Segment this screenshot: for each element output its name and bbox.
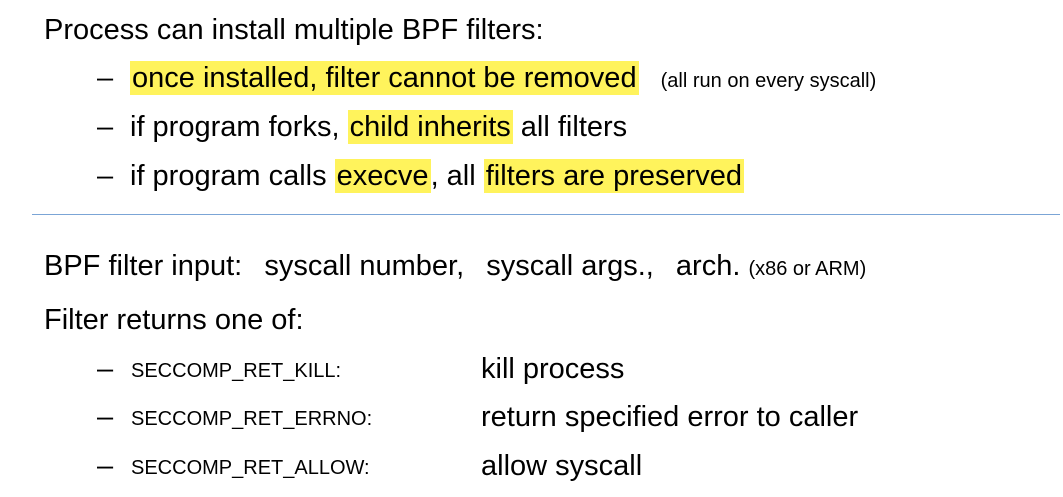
section-divider (32, 214, 1060, 215)
bullet-text: if program forks, (130, 111, 348, 143)
dash-bullet: – (97, 111, 114, 143)
desc-ret-errno: return specified error to caller (481, 401, 859, 433)
bullet-text: , all (430, 160, 484, 192)
heading-multiple-filters: Process can install multiple BPF filters: (44, 14, 544, 46)
desc-ret-kill: kill process (481, 353, 625, 385)
highlight-child-inherits: child inherits (349, 111, 511, 143)
highlight-filters-preserved: filters are preserved (485, 160, 743, 192)
input-label: BPF filter input: (44, 250, 243, 282)
returns-heading: Filter returns one of: (44, 304, 304, 336)
bullet-forks (130, 113, 627, 142)
dash-bullet: – (97, 160, 114, 192)
highlight-cannot-remove: once installed, filter cannot be removed (132, 62, 637, 94)
note-all-run: (all run on every syscall) (660, 70, 877, 92)
desc-ret-allow: allow syscall (481, 450, 643, 482)
filter-input-line (44, 252, 866, 281)
input-item-syscall-number: syscall number, (264, 250, 465, 282)
constant-ret-allow: SECCOMP_RET_ALLOW: (131, 457, 370, 479)
dash-bullet: – (97, 353, 114, 385)
input-item-arch: arch. (675, 250, 741, 282)
dash-bullet: – (97, 401, 114, 433)
bullet-cannot-remove (130, 64, 876, 93)
bullet-text: all filters (512, 111, 628, 143)
constant-ret-errno: SECCOMP_RET_ERRNO: (131, 408, 373, 430)
highlight-execve: execve (336, 160, 429, 192)
constant-ret-kill: SECCOMP_RET_KILL: (131, 360, 342, 382)
input-item-syscall-args: syscall args., (486, 250, 654, 282)
bullet-execve (130, 162, 744, 191)
dash-bullet: – (97, 62, 114, 94)
dash-bullet: – (97, 450, 114, 482)
bullet-text: if program calls (130, 160, 335, 192)
input-note: (x86 or ARM) (748, 258, 867, 280)
